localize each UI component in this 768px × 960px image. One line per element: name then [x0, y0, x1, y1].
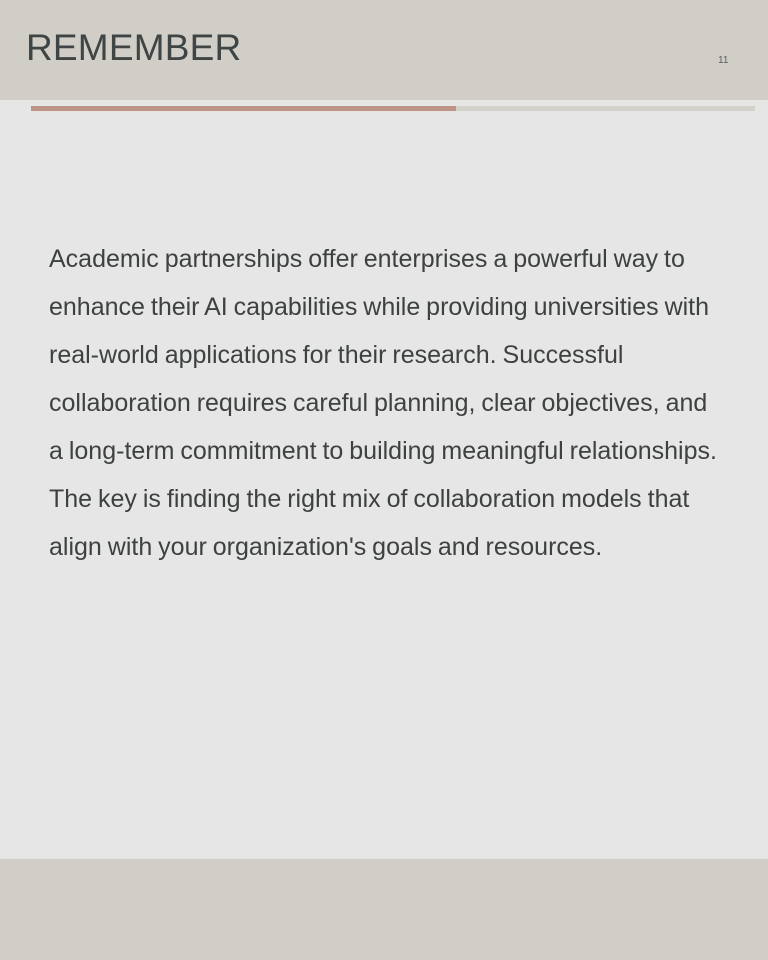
progress-bar-fill: [31, 106, 456, 111]
slide-title: REMEMBER: [26, 27, 242, 68]
slide-header: [0, 0, 768, 100]
page-number: 11: [718, 55, 729, 66]
slide-content: [0, 100, 768, 859]
progress-bar: [31, 106, 755, 111]
slide-footer: [0, 859, 768, 960]
body-paragraph: Academic partnerships offer enterprises a powerful way to enhance their AI capabilities while providing universities with real-world applications for their research. Successful collaboration requires careful planning, clear objectives, and a long-term commitment to building meaningful relationships. The key is finding the right mix of collaboration models that align with your organization's goals and resources.: [49, 245, 717, 561]
